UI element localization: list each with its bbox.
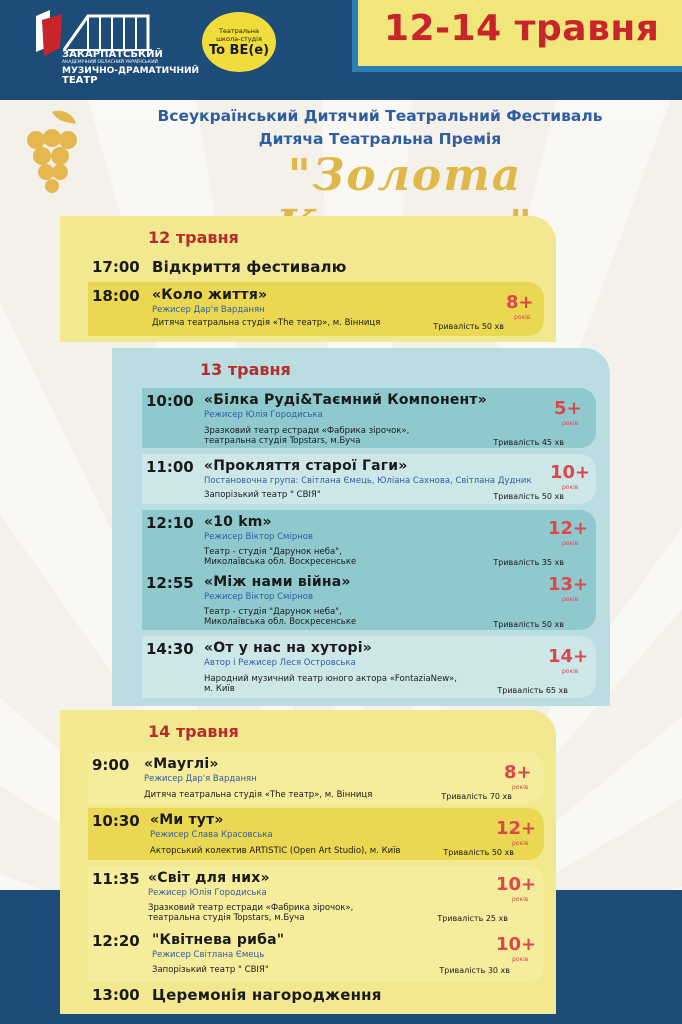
event-time: 11:00 [146,458,194,476]
age-rating: 8+ [506,292,534,313]
grape-mask-icon [22,108,82,198]
age-rating: 10+ [550,462,591,483]
studio-label-1: Театральна [218,26,260,35]
event-director: Режисер Віктор Смірнов [204,532,313,542]
day-title: 14 травня [148,722,239,741]
studio-label-2: школа-студія [216,34,262,43]
event-time: 10:30 [92,812,140,830]
event-company: Дитяча театральна студія «The театр», м. Вінниця [152,318,381,328]
age-unit: років [512,956,529,963]
age-rating: 14+ [548,646,589,667]
event-company-line2: Миколаївська обл. Воскресенське [204,617,357,627]
event-title: Відкриття фестивалю [152,258,347,276]
event-company: Запорізький театр " СВІЯ" [152,965,269,975]
event-duration: Тривалість 50 хв [493,492,564,501]
event-time: 14:30 [146,640,194,658]
event-duration: Тривалість 35 хв [493,558,564,567]
age-unit: років [562,596,579,603]
theatre-name-line3: МУЗИЧНО-ДРАМАТИЧНИЙ [62,66,200,76]
studio-name: To BE(e) [208,42,270,58]
age-rating: 12+ [496,818,537,839]
event-company: Акторський колектив ARTISTIC (Open Art Studio), м. Київ [150,846,401,856]
event-company: Дитяча театральна студія «The театр», м. Вінниця [144,790,373,800]
event-time: 13:00 [92,986,140,1004]
event-duration: Тривалість 50 хв [493,620,564,629]
event-company-line1: Народний музичний театр юного актора «FontaziaNew», [204,674,457,684]
event-title: «Світ для них» [148,870,270,886]
event-company-line2: театральна студія Topstars, м.Буча [204,436,361,446]
event-company-line2: Миколаївська обл. Воскресенське [204,557,357,567]
age-unit: років [514,314,531,321]
event-title: «Ми тут» [150,812,224,828]
event-duration: Тривалість 50 хв [433,322,504,331]
event-duration: Тривалість 70 хв [441,792,512,801]
age-rating: 10+ [496,874,537,895]
event-title: «Білка Руді&Таємний Компонент» [204,392,487,408]
event-director: Постановочна група: Світлана Ємець, Юліана Сахнова, Світлана Дудник [204,476,532,486]
event-time: 18:00 [92,287,140,305]
event-director: Режисер Світлана Ємець [152,950,265,960]
age-unit: років [512,840,529,847]
age-rating: 10+ [496,934,537,955]
age-rating: 12+ [548,518,589,539]
event-director: Режисер Дар'я Варданян [144,774,257,784]
event-duration: Тривалість 25 хв [437,914,508,923]
event-director: Режисер Дар'я Варданян [152,305,265,315]
event-company-line1: Театр - студія "Дарунок неба", [204,607,342,617]
festival-dates: 12-14 травня [384,8,660,49]
event-title: «От у нас на хуторі» [204,640,372,656]
age-rating: 8+ [504,762,532,783]
event-title: Церемонія нагородження [152,986,382,1004]
theatre-name-line2: АКАДЕМІЧНИЙ ОБЛАСНИЙ УКРАЇНСЬКИЙ [62,60,158,65]
event-title: «10 km» [204,514,272,530]
theatre-name-line4: ТЕАТР [62,75,98,86]
event-time: 11:35 [92,870,140,888]
age-unit: років [512,784,529,791]
event-duration: Тривалість 45 хв [493,438,564,447]
studio-logo [202,12,276,72]
event-time: 12:10 [146,514,194,532]
event-company-line2: м. Київ [204,684,235,694]
event-time: 10:00 [146,392,194,410]
event-time: 17:00 [92,258,140,276]
age-unit: років [562,540,579,547]
age-unit: років [562,420,579,427]
event-company: Запорізький театр " СВІЯ" [204,490,321,500]
event-time: 12:55 [146,574,194,592]
day-title: 12 травня [148,228,239,247]
festival-line1: Всеукраїнський Дитячий Театральний Фестиваль [157,107,603,125]
age-unit: років [512,896,529,903]
event-director: Режисер Віктор Смірнов [204,592,313,602]
event-title: "Квітнева риба" [152,932,285,948]
event-time: 9:00 [92,756,130,774]
theatre-name [62,50,199,86]
event-title: «Коло життя» [152,287,268,303]
event-title: «Мауглі» [144,756,219,772]
event-duration: Тривалість 30 хв [439,966,510,975]
day-title: 13 травня [200,360,291,379]
festival-line2: Дитяча Театральна Премія [258,130,502,148]
event-company-line1: Зразковий театр естради «Фабрика зірочок», [148,903,354,913]
theatre-name-line1: ЗАКАРПАТСЬКИЙ [62,49,163,60]
event-duration: Тривалість 50 хв [443,848,514,857]
age-rating: 5+ [554,398,582,419]
event-duration: Тривалість 65 хв [497,686,568,695]
event-time: 12:20 [92,932,140,950]
age-unit: років [562,668,579,675]
event-director: Автор і Режисер Леся Островська [204,658,356,668]
event-title: «Між нами війна» [204,574,351,590]
event-company-line2: театральна студія Topstars, м.Буча [148,913,305,923]
event-title: «Прокляття старої Гаги» [204,458,408,474]
festival-name: "Золота [287,150,523,201]
age-unit: років [562,484,579,491]
event-director: Режисер Юлія Городиська [148,888,267,898]
event-company-line1: Зразковий театр естради «Фабрика зірочок», [204,426,410,436]
age-rating: 13+ [548,574,589,595]
event-director: Режисер Юлія Городиська [204,410,323,420]
event-director: Режисер Слава Красовська [150,830,273,840]
event-company-line1: Театр - студія "Дарунок неба", [204,547,342,557]
